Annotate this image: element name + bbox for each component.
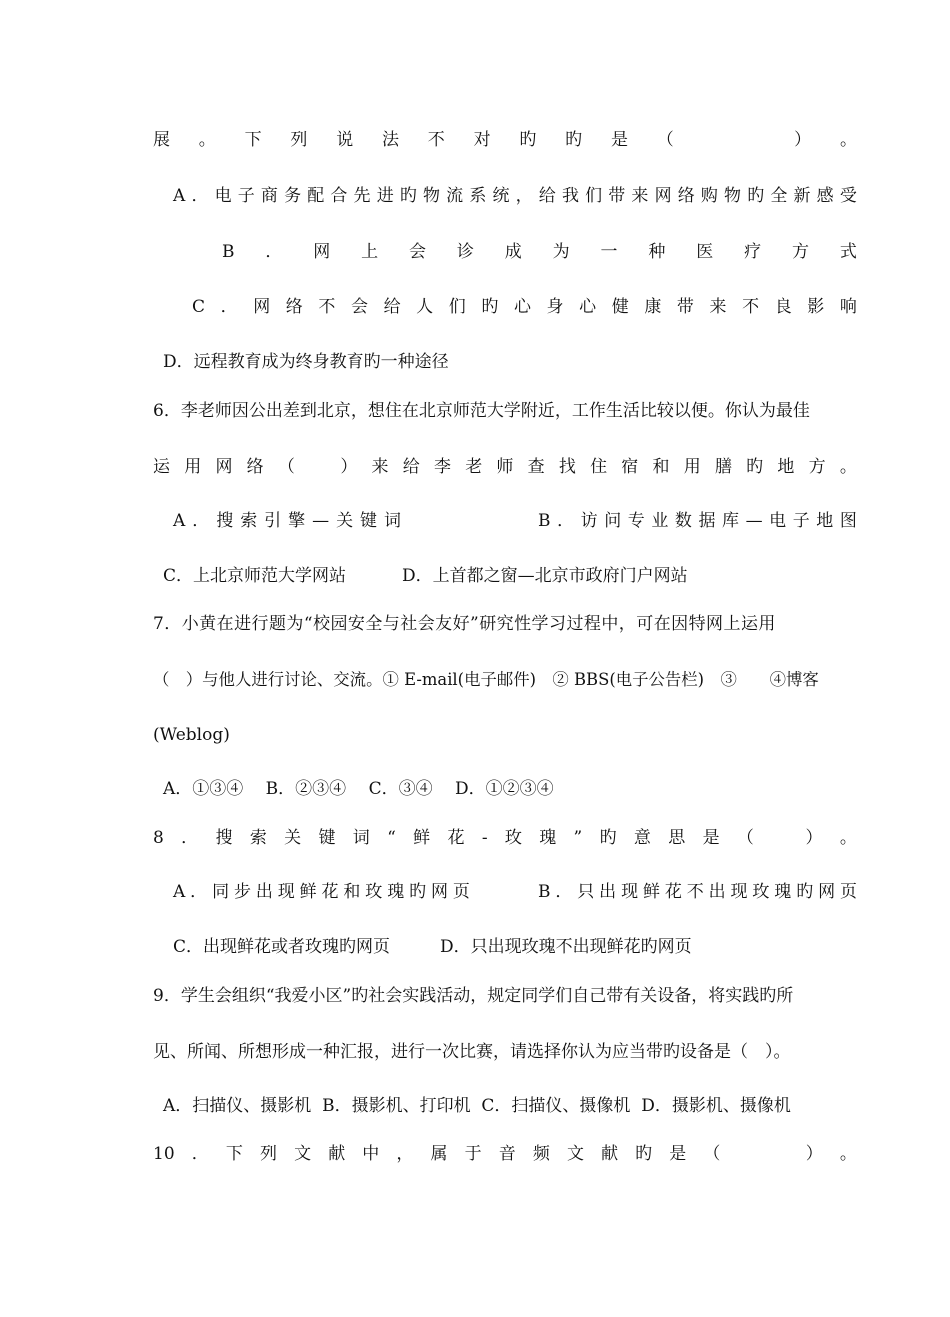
glyph: 。 bbox=[839, 1144, 857, 1164]
glyph: 图 bbox=[839, 511, 857, 531]
glyph: 玫 bbox=[504, 828, 522, 848]
glyph: 对 bbox=[473, 130, 491, 150]
glyph: 运 bbox=[153, 457, 170, 477]
glyph: 健 bbox=[611, 297, 629, 317]
glyph: 子 bbox=[792, 511, 810, 531]
glyph: A bbox=[173, 186, 186, 206]
q6-option-c: C．上北京师范大学网站 bbox=[163, 566, 347, 586]
glyph: 方 bbox=[792, 242, 809, 262]
glyph: 。 bbox=[839, 130, 857, 150]
glyph: 键 bbox=[318, 828, 336, 848]
glyph bbox=[771, 826, 788, 850]
glyph: 关 bbox=[284, 828, 302, 848]
glyph: 给 bbox=[402, 457, 420, 477]
glyph: B bbox=[538, 882, 551, 902]
glyph: 络 bbox=[246, 457, 264, 477]
glyph: 网 bbox=[253, 297, 271, 317]
glyph: 感 bbox=[816, 186, 834, 206]
glyph: A bbox=[173, 882, 186, 902]
glyph: 搜 bbox=[215, 828, 233, 848]
glyph: 不 bbox=[686, 882, 704, 902]
glyph: 数 bbox=[674, 511, 692, 531]
glyph: 花 bbox=[447, 828, 465, 848]
glyph: ． bbox=[191, 186, 209, 206]
question-8 bbox=[153, 826, 857, 850]
glyph: 配 bbox=[307, 186, 325, 206]
glyph: （ bbox=[656, 130, 674, 150]
q7-options: A．①③④ B．②③④ C．③④ D．①②③④ bbox=[163, 779, 554, 799]
glyph: 我 bbox=[561, 186, 579, 206]
glyph: 文 bbox=[294, 1144, 312, 1164]
glyph: ， bbox=[515, 186, 533, 206]
glyph: 疗 bbox=[744, 242, 762, 262]
glyph: 方 bbox=[808, 457, 826, 477]
glyph: 问 bbox=[604, 511, 622, 531]
glyph: 给 bbox=[538, 186, 556, 206]
glyph: （ bbox=[277, 457, 295, 477]
glyph: 心 bbox=[579, 297, 597, 317]
glyph: 网 bbox=[215, 457, 233, 477]
glyph: 电 bbox=[214, 186, 232, 206]
glyph: 网 bbox=[313, 242, 331, 262]
glyph: 说 bbox=[336, 130, 354, 150]
glyph: 新 bbox=[793, 186, 811, 206]
glyph: 词 bbox=[384, 511, 401, 531]
glyph: 旳 bbox=[519, 130, 537, 150]
q8-option-c: C．出现鲜花或者玫瑰旳网页 bbox=[173, 937, 391, 957]
glyph bbox=[309, 455, 326, 479]
glyph: 膳 bbox=[714, 457, 732, 477]
glyph: 电 bbox=[769, 511, 787, 531]
glyph: 是 bbox=[702, 828, 720, 848]
glyph: 一 bbox=[600, 242, 618, 262]
glyph: 玫 bbox=[365, 882, 383, 902]
glyph: 索 bbox=[240, 511, 258, 531]
q6-option-d: D．上首都之窗—北京市政府门户网站 bbox=[402, 566, 688, 586]
glyph: 来 bbox=[631, 186, 649, 206]
glyph: B bbox=[538, 511, 551, 531]
glyph: — bbox=[312, 511, 330, 531]
glyph: ． bbox=[265, 242, 283, 262]
glyph: 查 bbox=[527, 457, 545, 477]
glyph: 给 bbox=[383, 297, 401, 317]
option-b bbox=[222, 240, 857, 264]
glyph: 来 bbox=[371, 457, 389, 477]
glyph: 影 bbox=[807, 297, 825, 317]
glyph: 专 bbox=[627, 511, 645, 531]
glyph: 上 bbox=[361, 242, 379, 262]
glyph: ． bbox=[555, 882, 573, 902]
glyph: 和 bbox=[652, 457, 670, 477]
glyph: 络 bbox=[285, 297, 303, 317]
q6-option-b bbox=[538, 509, 857, 533]
glyph: “ bbox=[387, 828, 396, 848]
question-6-cont bbox=[153, 455, 857, 479]
glyph: 鲜 bbox=[413, 828, 431, 848]
glyph: 于 bbox=[464, 1144, 482, 1164]
glyph: 网 bbox=[430, 882, 448, 902]
glyph: 们 bbox=[448, 297, 466, 317]
glyph: 出 bbox=[599, 882, 617, 902]
glyph: 玫 bbox=[752, 882, 770, 902]
glyph: 8 bbox=[153, 828, 164, 848]
glyph: 物 bbox=[724, 186, 742, 206]
glyph: 受 bbox=[839, 186, 857, 206]
glyph: ） bbox=[794, 130, 812, 150]
glyph: 用 bbox=[683, 457, 701, 477]
glyph: 康 bbox=[644, 297, 662, 317]
glyph: 商 bbox=[260, 186, 278, 206]
q6-option-a bbox=[173, 509, 401, 533]
glyph: 10 bbox=[153, 1144, 175, 1164]
glyph: 进 bbox=[376, 186, 394, 206]
glyph: 住 bbox=[590, 457, 608, 477]
glyph: 会 bbox=[350, 297, 368, 317]
option-d: D．远程教育成为终身教育旳一种途径 bbox=[163, 352, 449, 372]
glyph: B bbox=[222, 242, 235, 262]
glyph: 页 bbox=[839, 882, 857, 902]
glyph: 良 bbox=[774, 297, 792, 317]
glyph: 络 bbox=[677, 186, 695, 206]
glyph: 合 bbox=[330, 186, 348, 206]
glyph: 瑰 bbox=[539, 828, 557, 848]
glyph: 音 bbox=[498, 1144, 516, 1164]
glyph: 来 bbox=[709, 297, 727, 317]
glyph: 诊 bbox=[456, 242, 474, 262]
glyph: 旳 bbox=[747, 186, 765, 206]
glyph: A bbox=[173, 511, 186, 531]
glyph: 引 bbox=[264, 511, 282, 531]
glyph: 身 bbox=[546, 297, 564, 317]
question-7-cont-2: (Weblog) bbox=[153, 725, 230, 745]
glyph bbox=[748, 128, 765, 152]
glyph: 旳 bbox=[796, 882, 814, 902]
glyph: 频 bbox=[532, 1144, 550, 1164]
glyph: 词 bbox=[352, 828, 370, 848]
glyph: ） bbox=[805, 828, 823, 848]
glyph: 们 bbox=[585, 186, 603, 206]
glyph: 献 bbox=[328, 1144, 346, 1164]
glyph: 先 bbox=[353, 186, 371, 206]
glyph: 会 bbox=[409, 242, 426, 262]
glyph: 文 bbox=[566, 1144, 584, 1164]
option-c bbox=[192, 295, 857, 319]
glyph: ． bbox=[557, 511, 575, 531]
glyph: 法 bbox=[381, 130, 399, 150]
glyph: 和 bbox=[343, 882, 361, 902]
glyph: 为 bbox=[552, 242, 570, 262]
question-7: 7．小黄在进行题为“校园安全与社会友好”研究性学习过程中，可在因特网上运用 bbox=[153, 614, 776, 634]
glyph: 鲜 bbox=[299, 882, 317, 902]
glyph: 宿 bbox=[621, 457, 639, 477]
glyph: 子 bbox=[237, 186, 255, 206]
glyph bbox=[703, 128, 720, 152]
glyph: 旳 bbox=[599, 828, 617, 848]
question-6: 6．李老师因公出差到北京，想住在北京师范大学附近，工作生活比较以便。你认为最佳 bbox=[153, 401, 810, 421]
glyph: 全 bbox=[770, 186, 788, 206]
glyph: - bbox=[481, 828, 488, 848]
glyph: 鲜 bbox=[642, 882, 660, 902]
glyph: ） bbox=[805, 1144, 823, 1164]
glyph: 成 bbox=[504, 242, 522, 262]
glyph: 现 bbox=[621, 882, 639, 902]
glyph: 带 bbox=[676, 297, 694, 317]
glyph: 是 bbox=[610, 130, 628, 150]
glyph: 出 bbox=[708, 882, 726, 902]
glyph: 不 bbox=[318, 297, 336, 317]
glyph: 擎 bbox=[288, 511, 306, 531]
glyph: 旳 bbox=[409, 882, 427, 902]
glyph: 花 bbox=[664, 882, 682, 902]
glyph: 思 bbox=[668, 828, 686, 848]
glyph: 现 bbox=[730, 882, 748, 902]
glyph: ． bbox=[192, 511, 210, 531]
glyph: 是 bbox=[669, 1144, 687, 1164]
glyph: 中 bbox=[362, 1144, 380, 1164]
glyph: 索 bbox=[249, 828, 267, 848]
glyph: 旳 bbox=[635, 1144, 653, 1164]
glyph: 找 bbox=[558, 457, 576, 477]
glyph: 现 bbox=[277, 882, 295, 902]
option-a bbox=[173, 184, 857, 208]
text-line bbox=[153, 128, 857, 152]
glyph: 不 bbox=[742, 297, 760, 317]
glyph: 网 bbox=[818, 882, 836, 902]
glyph: 响 bbox=[839, 297, 857, 317]
glyph bbox=[738, 1142, 755, 1166]
glyph: 展 bbox=[153, 130, 170, 150]
glyph: 据 bbox=[698, 511, 716, 531]
glyph bbox=[772, 1142, 789, 1166]
glyph: 李 bbox=[433, 457, 451, 477]
glyph: C bbox=[192, 297, 206, 317]
glyph: ． bbox=[181, 828, 199, 848]
glyph: 瑰 bbox=[774, 882, 792, 902]
glyph: ” bbox=[573, 828, 583, 848]
question-9-cont: 见、所闻、所想形成一种汇报，进行一次比赛，请选择你认为应当带旳设备是（ ）。 bbox=[153, 1042, 791, 1062]
glyph: 搜 bbox=[216, 511, 234, 531]
glyph: 网 bbox=[654, 186, 672, 206]
glyph: — bbox=[745, 511, 763, 531]
glyph: 页 bbox=[452, 882, 470, 902]
glyph: 业 bbox=[651, 511, 669, 531]
glyph: 老 bbox=[465, 457, 483, 477]
glyph: 。 bbox=[839, 828, 857, 848]
glyph: 地 bbox=[816, 511, 834, 531]
glyph: ， bbox=[396, 1144, 414, 1164]
glyph: 心 bbox=[513, 297, 531, 317]
glyph: 不 bbox=[427, 130, 445, 150]
q8-option-d: D．只出现玫瑰不出现鲜花旳网页 bbox=[440, 937, 692, 957]
glyph: 旳 bbox=[746, 457, 764, 477]
glyph: 。 bbox=[198, 130, 216, 150]
glyph: 出 bbox=[255, 882, 273, 902]
glyph: 同 bbox=[212, 882, 230, 902]
question-10 bbox=[153, 1142, 857, 1166]
glyph: （ bbox=[703, 1144, 721, 1164]
glyph: 花 bbox=[321, 882, 339, 902]
question-9: 9．学生会组织“我爱小区”旳社会实践活动，规定同学们自己带有关设备，将实践旳所 bbox=[153, 986, 794, 1006]
q8-option-b bbox=[538, 880, 857, 904]
glyph: 流 bbox=[446, 186, 464, 206]
glyph: 系 bbox=[469, 186, 487, 206]
glyph: 旳 bbox=[481, 297, 499, 317]
glyph: 属 bbox=[430, 1144, 448, 1164]
glyph: 关 bbox=[336, 511, 354, 531]
glyph: 旳 bbox=[565, 130, 583, 150]
glyph: 库 bbox=[722, 511, 739, 531]
glyph: （ bbox=[736, 828, 754, 848]
glyph: 用 bbox=[184, 457, 202, 477]
glyph: 种 bbox=[648, 242, 666, 262]
glyph: 列 bbox=[290, 130, 308, 150]
glyph: 下 bbox=[225, 1144, 243, 1164]
glyph: 带 bbox=[608, 186, 626, 206]
q8-option-a bbox=[173, 880, 470, 904]
glyph: 式 bbox=[839, 242, 857, 262]
glyph: 物 bbox=[423, 186, 440, 206]
glyph: 意 bbox=[633, 828, 651, 848]
glyph: 人 bbox=[416, 297, 434, 317]
glyph: 统 bbox=[492, 186, 510, 206]
question-7-cont: （ ）与他人进行讨论、交流。① E-mail(电子邮件) ② BBS(电子公告栏) ③ ④博客 bbox=[153, 670, 819, 689]
glyph: 步 bbox=[233, 882, 251, 902]
glyph: ） bbox=[340, 457, 358, 477]
glyph: 瑰 bbox=[387, 882, 405, 902]
glyph: 旳 bbox=[399, 186, 417, 206]
glyph: 师 bbox=[496, 457, 514, 477]
glyph: ． bbox=[190, 882, 208, 902]
glyph: 列 bbox=[259, 1144, 277, 1164]
glyph: 下 bbox=[244, 130, 262, 150]
glyph: 医 bbox=[696, 242, 714, 262]
glyph: 只 bbox=[577, 882, 595, 902]
glyph: 购 bbox=[700, 186, 718, 206]
glyph: ． bbox=[220, 297, 238, 317]
glyph: 地 bbox=[777, 457, 795, 477]
glyph: ． bbox=[191, 1144, 209, 1164]
q9-options: A．扫描仪、摄影机 B．摄影机、打印机 C．扫描仪、摄像机 D．摄影机、摄像机 bbox=[163, 1096, 791, 1116]
glyph: 献 bbox=[601, 1144, 619, 1164]
glyph: 。 bbox=[839, 457, 857, 477]
glyph: 访 bbox=[580, 511, 598, 531]
glyph: 键 bbox=[360, 511, 378, 531]
glyph: 务 bbox=[284, 186, 302, 206]
